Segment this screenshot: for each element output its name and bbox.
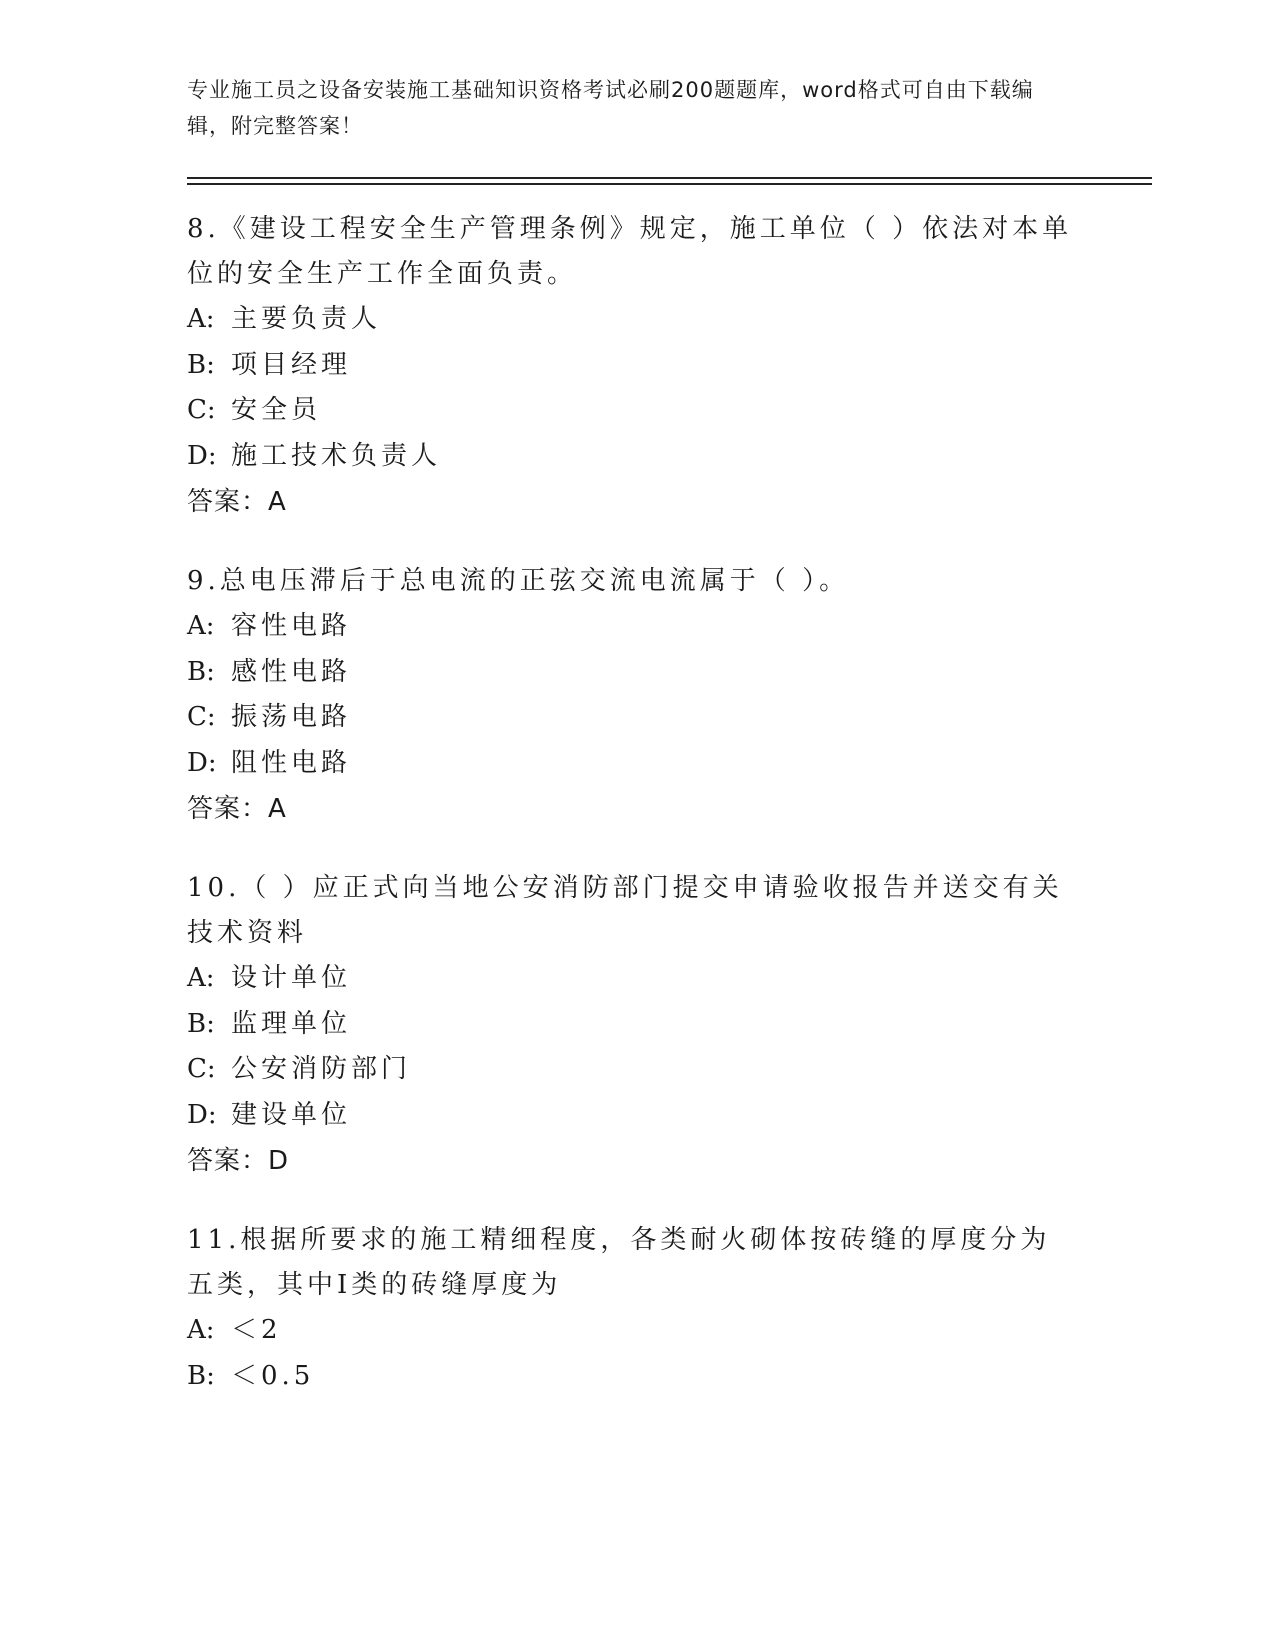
option-text: 施工技术负责人	[231, 440, 442, 471]
answer-line: 答案：A	[187, 794, 287, 824]
question-stem: 11.根据所要求的施工精细程度，各类耐火砌体按砖缝的厚度分为五类，其中Ⅰ类的砖缝厚度为	[187, 1225, 1051, 1300]
answer-line: 答案：D	[187, 1146, 290, 1176]
option-c	[187, 695, 1077, 741]
option-key: D:	[187, 747, 217, 778]
option-a	[187, 1308, 1077, 1354]
option-text: 感性电路	[231, 656, 352, 687]
option-key: A:	[187, 1315, 215, 1345]
option-b	[187, 1354, 1077, 1400]
question-list	[187, 207, 1077, 1433]
question-stem: 10.（ ）应正式向当地公安消防部门提交申请验收报告并送交有关技术资料	[187, 873, 1063, 948]
option-text: 公安消防部门	[231, 1054, 412, 1084]
option-key: B:	[187, 1360, 215, 1391]
option-d	[187, 741, 1077, 787]
header-rule-top	[187, 177, 1152, 179]
option-b	[187, 650, 1077, 696]
option-key: C:	[187, 395, 216, 425]
option-text: 主要负责人	[231, 304, 382, 334]
question-11	[187, 1218, 1077, 1399]
option-text: ＜2	[231, 1315, 282, 1345]
option-key: B:	[187, 1008, 215, 1039]
question-stem: 9.总电压滞后于总电流的正弦交流电流属于（ ）。	[187, 566, 850, 596]
document-header: 专业施工员之设备安装施工基础知识资格考试必刷200题题库，word格式可自由下载编辑，附完整答案！	[187, 78, 1034, 138]
option-text: 设计单位	[231, 963, 352, 993]
question-8	[187, 207, 1077, 525]
option-key: D:	[187, 440, 217, 471]
option-key: A:	[187, 963, 215, 993]
option-text: 项目经理	[231, 349, 352, 380]
option-text: 阻性电路	[231, 747, 352, 778]
option-text: ＜0.5	[231, 1360, 315, 1391]
option-key: D:	[187, 1099, 217, 1130]
option-a	[187, 604, 1077, 650]
option-key: A:	[187, 304, 215, 334]
header-rule-bottom	[187, 183, 1152, 185]
option-text: 容性电路	[231, 611, 352, 641]
option-key: B:	[187, 349, 215, 380]
option-text: 振荡电路	[231, 702, 352, 732]
option-a	[187, 956, 1077, 1002]
option-c	[187, 388, 1077, 434]
option-d	[187, 1093, 1077, 1139]
question-stem: 8.《建设工程安全生产管理条例》规定，施工单位（ ）依法对本单位的安全生产工作全面负责。	[187, 214, 1073, 289]
option-text: 建设单位	[231, 1099, 352, 1130]
option-b	[187, 1002, 1077, 1048]
option-key: C:	[187, 702, 216, 732]
option-b	[187, 343, 1077, 389]
option-key: A:	[187, 611, 215, 641]
option-a	[187, 297, 1077, 343]
question-9	[187, 559, 1077, 832]
option-c	[187, 1047, 1077, 1093]
answer-line: 答案：A	[187, 487, 287, 517]
option-text: 安全员	[231, 395, 322, 425]
option-text: 监理单位	[231, 1008, 352, 1039]
option-key: B:	[187, 656, 215, 687]
option-d	[187, 434, 1077, 480]
question-10	[187, 866, 1077, 1184]
option-key: C:	[187, 1054, 216, 1084]
